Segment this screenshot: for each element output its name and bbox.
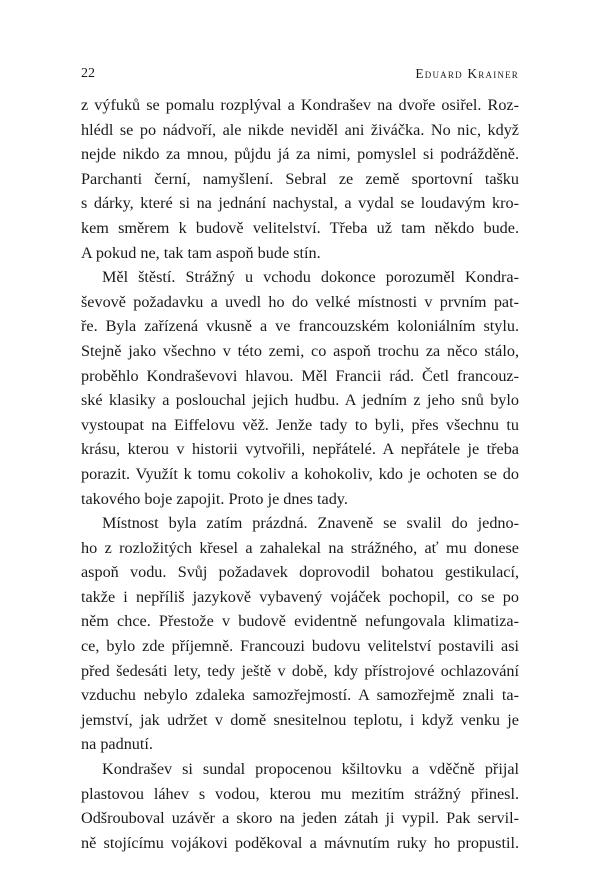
text-line: jemství, jak udržet v domě snesitelnou teplotu, i když venku je: [81, 710, 519, 729]
paragraph-2: [81, 265, 519, 511]
text-line: takového boje zapojit. Proto je dnes tady.: [81, 489, 348, 508]
text-line: takže i nepříliš jazykově vybavený vojáček pochopil, co se po: [81, 587, 519, 606]
text-line: porazit. Využít k tomu cokoliv a kohokoliv, kdo je ochoten se do: [81, 464, 519, 483]
text-line: s dárky, které si na jednání nachystal, a vydal se loudavým kro-: [81, 194, 519, 213]
paragraph-1: [81, 93, 519, 265]
paragraph-4: [81, 757, 519, 855]
text-line: krásu, kterou v historii vytvořili, nepřátelé. A nepřátele je třeba: [81, 440, 519, 459]
text-line: Měl štěstí. Strážný u vchodu dokonce porozuměl Kondra-: [102, 268, 519, 287]
text-line: ně stojícímu vojákovi poděkoval a mávnutím ruky ho propustil.: [81, 833, 519, 852]
text-line: ševově požadavku a uvedl ho do velké místnosti v prvním pat-: [81, 292, 519, 311]
text-line: na padnutí.: [81, 735, 153, 754]
text-line: ské klasiky a poslouchal jejich hudbu. A jedním z jeho snů bylo: [81, 391, 519, 410]
text-line: plastovou láhev s vodou, kterou mu mezitím strážný přinesl.: [81, 784, 519, 803]
text-line: proběhlo Kondraševovi hlavou. Měl Francii rád. Četl francouz-: [81, 366, 519, 385]
running-head-author: Eduard Krainer: [415, 66, 519, 81]
text-line: nejde nikdo za mnou, půjdu já za nimi, pomyslel si podrážděně.: [81, 145, 519, 164]
text-line: Kondrašev si sundal propocenou kšiltovku a vděčně přijal: [102, 760, 519, 779]
text-line: z výfuků se pomalu rozplýval a Kondrašev na dvoře osiřel. Roz-: [81, 96, 519, 114]
text-line: vzduchu nebylo zdaleka samozřejmostí. A samozřejmě znali ta-: [81, 686, 519, 705]
text-line: ce, bylo zde příjemně. Francouzi budovu velitelství postavili asi: [81, 637, 519, 656]
page-header: [81, 66, 519, 82]
text-line: A pokud ne, tak tam aspoň bude stín.: [81, 243, 321, 262]
page-number: 22: [81, 66, 95, 81]
text-line: vystoupat na Eiffelovu věž. Jenže tady to byli, přes všechnu tu: [81, 415, 519, 434]
text-line: Parchanti černí, namyšlení. Sebral ze země sportovní tašku: [81, 169, 519, 188]
text-line: hlédl se po nádvoří, ale nikde neviděl ani živáčka. No nic, když: [81, 120, 519, 139]
text-line: ře. Byla zařízená vkusně a ve francouzském koloniálním stylu.: [81, 317, 519, 336]
body-text: [81, 93, 519, 855]
text-line: Místnost byla zatím prázdná. Znaveně se svalil do jedno-: [102, 514, 519, 533]
text-line: Stejně jako všechno v této zemi, co aspoň trochu za něco stálo,: [81, 341, 519, 360]
text-line: ho z rozložitých křesel a zahalekal na strážného, ať mu donese: [81, 538, 519, 557]
paragraph-3: [81, 511, 519, 757]
text-line: něm chce. Přestože v budově evidentně nefungovala klimatiza-: [81, 612, 519, 631]
text-line: před šedesáti lety, tedy ještě v době, kdy přístrojové ochlazování: [81, 661, 519, 680]
text-line: aspoň vodu. Svůj požadavek doprovodil bohatou gestikulací,: [81, 563, 519, 582]
text-line: Odšrouboval uzávěr a skoro na jeden zátah ji vypil. Pak servil-: [81, 809, 519, 828]
text-line: kem směrem k budově velitelství. Třeba už tam někdo bude.: [81, 218, 519, 237]
